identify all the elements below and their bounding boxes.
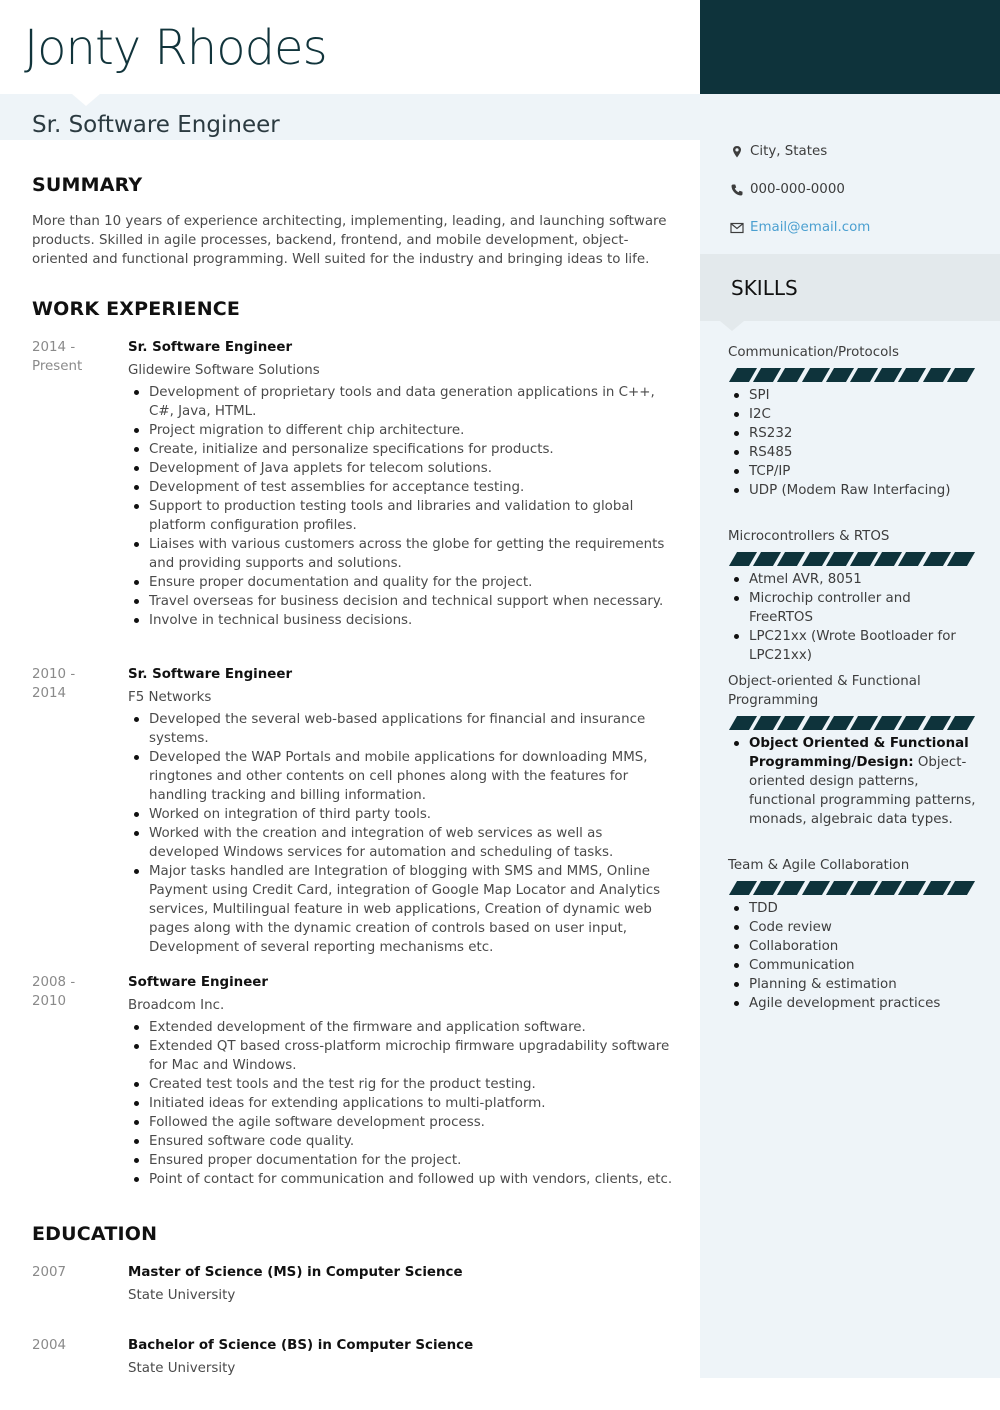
skill-items bbox=[728, 734, 978, 829]
job-bullet: Developed the WAP Portals and mobile applications for downloading MMS, ringtones and other contents on cell phones along with the features for handling tracking and billing information. bbox=[128, 748, 673, 805]
skill-level-segment bbox=[898, 552, 926, 566]
job-dates: 2008 - 2010 bbox=[32, 975, 76, 1009]
skill-level-segment bbox=[802, 368, 830, 382]
job-company: F5 Networks bbox=[128, 690, 212, 705]
skill-item: RS485 bbox=[728, 443, 978, 462]
skill-level-segment bbox=[802, 552, 830, 566]
skill-group bbox=[728, 856, 998, 1013]
job-bullet: Extended development of the firmware and application software. bbox=[128, 1018, 673, 1037]
skill-level-segment bbox=[802, 881, 830, 895]
job-bullet: Followed the agile software development process. bbox=[128, 1113, 673, 1132]
skill-item: Code review bbox=[728, 918, 978, 937]
job-bullet: Point of contact for communication and followed up with vendors, clients, etc. bbox=[128, 1170, 673, 1189]
work-experience-heading: WORK EXPERIENCE bbox=[32, 298, 241, 320]
job-bullet: Initiated ideas for extending applications to multi-platform. bbox=[128, 1094, 673, 1113]
skill-level-segment bbox=[947, 368, 975, 382]
job-bullet: Ensured software code quality. bbox=[128, 1132, 673, 1151]
skill-level-segment bbox=[923, 716, 951, 730]
candidate-name: Jonty Rhodes bbox=[24, 20, 327, 76]
sidebar-header-block bbox=[700, 0, 1000, 94]
skill-item: I2C bbox=[728, 405, 978, 424]
skill-items bbox=[728, 570, 978, 665]
skill-item: TDD bbox=[728, 899, 978, 918]
skill-level-segment bbox=[923, 368, 951, 382]
job-bullets bbox=[128, 1018, 673, 1189]
skill-item: Agile development practices bbox=[728, 994, 978, 1013]
skill-group bbox=[728, 343, 998, 500]
skill-item: Atmel AVR, 8051 bbox=[728, 570, 978, 589]
candidate-role: Sr. Software Engineer bbox=[32, 112, 280, 138]
map-pin-icon bbox=[730, 145, 744, 159]
skill-group-name: Object-oriented & Functional Programming bbox=[728, 674, 921, 708]
skill-group bbox=[728, 672, 998, 829]
skill-level-segment bbox=[777, 368, 805, 382]
skill-level-segment bbox=[802, 716, 830, 730]
job-bullet: Worked with the creation and integration of web services as well as developed Windows services for automation and scheduling of tasks. bbox=[128, 824, 673, 862]
skill-level-segment bbox=[947, 881, 975, 895]
job-company: Broadcom Inc. bbox=[128, 998, 225, 1013]
sidebar bbox=[700, 0, 1000, 1378]
role-band-notch bbox=[72, 94, 100, 106]
location-text: City, States bbox=[750, 144, 828, 159]
skill-level-bar bbox=[728, 368, 972, 382]
skill-item: TCP/IP bbox=[728, 462, 978, 481]
education-degree: Bachelor of Science (BS) in Computer Science bbox=[128, 1338, 474, 1353]
skill-level-segment bbox=[777, 716, 805, 730]
skills-heading: SKILLS bbox=[731, 276, 798, 300]
skill-item-text: Object-oriented design patterns, functional programming patterns, monads, algebraic data types. bbox=[749, 755, 976, 827]
job-bullet: Worked on integration of third party tools. bbox=[128, 805, 673, 824]
skill-item: SPI bbox=[728, 386, 978, 405]
skill-item: UDP (Modem Raw Interfacing) bbox=[728, 481, 978, 500]
skill-level-segment bbox=[898, 716, 926, 730]
education-school: State University bbox=[128, 1361, 236, 1376]
skill-item: Communication bbox=[728, 956, 978, 975]
education-year: 2007 bbox=[32, 1265, 67, 1280]
job-bullet: Extended QT based cross-platform microchip firmware upgradability software for Mac and Windows. bbox=[128, 1037, 673, 1075]
skill-level-segment bbox=[923, 552, 951, 566]
job-dates: 2014 - Present bbox=[32, 340, 83, 374]
envelope-icon bbox=[730, 221, 744, 235]
skill-group bbox=[728, 527, 998, 665]
summary-text: More than 10 years of experience architecting, implementing, leading, and launching software products. Skilled in agile processes, backend, frontend, and mobile development, object-oriented and functional programming. Well suited for the industry and bringing ideas to life. bbox=[32, 214, 667, 267]
skill-group-name: Team & Agile Collaboration bbox=[728, 858, 910, 873]
job-bullets bbox=[128, 710, 673, 957]
skill-level-bar bbox=[728, 881, 972, 895]
job-bullet: Development of Java applets for telecom solutions. bbox=[128, 459, 673, 478]
summary-heading: SUMMARY bbox=[32, 174, 143, 196]
job-bullet: Development of test assemblies for acceptance testing. bbox=[128, 478, 673, 497]
skills-band bbox=[700, 254, 1000, 321]
education-heading: EDUCATION bbox=[32, 1223, 158, 1245]
skill-level-segment bbox=[777, 881, 805, 895]
skill-level-segment bbox=[947, 552, 975, 566]
job-bullets bbox=[128, 383, 673, 630]
job-bullet: Create, initialize and personalize specifications for products. bbox=[128, 440, 673, 459]
skill-item: Planning & estimation bbox=[728, 975, 978, 994]
skill-level-bar bbox=[728, 552, 972, 566]
skill-items bbox=[728, 386, 978, 500]
education-school: State University bbox=[128, 1288, 236, 1303]
job-bullet: Project migration to different chip architecture. bbox=[128, 421, 673, 440]
phone-icon bbox=[730, 183, 744, 197]
job-bullet: Development of proprietary tools and data generation applications in C++, C#, Java, HTML. bbox=[128, 383, 673, 421]
skill-level-segment bbox=[947, 716, 975, 730]
job-bullet: Major tasks handled are Integration of blogging with SMS and MMS, Online Payment using Credit Card, integration of Google Map Locator and Analytics services, Multilingual feature in web applications, Creation of dynamic web pages along with the dynamic creation of controls based on user input, Development of several reporting mechanisms etc. bbox=[128, 862, 673, 957]
skill-item-bold: Object Oriented & Functional Programming/Design: bbox=[749, 736, 969, 770]
skill-item: LPC21xx (Wrote Bootloader for LPC21xx) bbox=[728, 627, 978, 665]
job-title: Software Engineer bbox=[128, 975, 268, 990]
skill-item: RS232 bbox=[728, 424, 978, 443]
job-bullet: Ensure proper documentation and quality for the project. bbox=[128, 573, 673, 592]
skill-group-name: Microcontrollers & RTOS bbox=[728, 529, 890, 544]
job-title: Sr. Software Engineer bbox=[128, 340, 293, 355]
job-company: Glidewire Software Solutions bbox=[128, 363, 320, 378]
phone-text: 000-000-0000 bbox=[750, 182, 845, 197]
education-degree: Master of Science (MS) in Computer Science bbox=[128, 1265, 463, 1280]
skill-group-name: Communication/Protocols bbox=[728, 345, 899, 360]
job-bullet: Support to production testing tools and libraries and validation to global platform configuration profiles. bbox=[128, 497, 673, 535]
skill-item: Collaboration bbox=[728, 937, 978, 956]
email-link[interactable]: Email@email.com bbox=[750, 220, 871, 235]
skill-item bbox=[728, 734, 978, 829]
skill-level-segment bbox=[923, 881, 951, 895]
skill-level-bar bbox=[728, 716, 972, 730]
job-bullet: Involve in technical business decisions. bbox=[128, 611, 673, 630]
skill-level-segment bbox=[777, 552, 805, 566]
skill-level-segment bbox=[898, 881, 926, 895]
skill-item: Microchip controller and FreeRTOS bbox=[728, 589, 978, 627]
skill-level-segment bbox=[898, 368, 926, 382]
role-band bbox=[0, 94, 700, 140]
skills-band-notch bbox=[720, 321, 744, 331]
job-bullet: Ensured proper documentation for the project. bbox=[128, 1151, 673, 1170]
job-dates: 2010 - 2014 bbox=[32, 667, 76, 701]
job-bullet: Created test tools and the test rig for the product testing. bbox=[128, 1075, 673, 1094]
job-bullet: Liaises with various customers across the globe for getting the requirements and providing supports and solutions. bbox=[128, 535, 673, 573]
skill-items bbox=[728, 899, 978, 1013]
education-year: 2004 bbox=[32, 1338, 67, 1353]
job-bullet: Travel overseas for business decision and technical support when necessary. bbox=[128, 592, 673, 611]
job-bullet: Developed the several web-based applications for financial and insurance systems. bbox=[128, 710, 673, 748]
job-title: Sr. Software Engineer bbox=[128, 667, 293, 682]
